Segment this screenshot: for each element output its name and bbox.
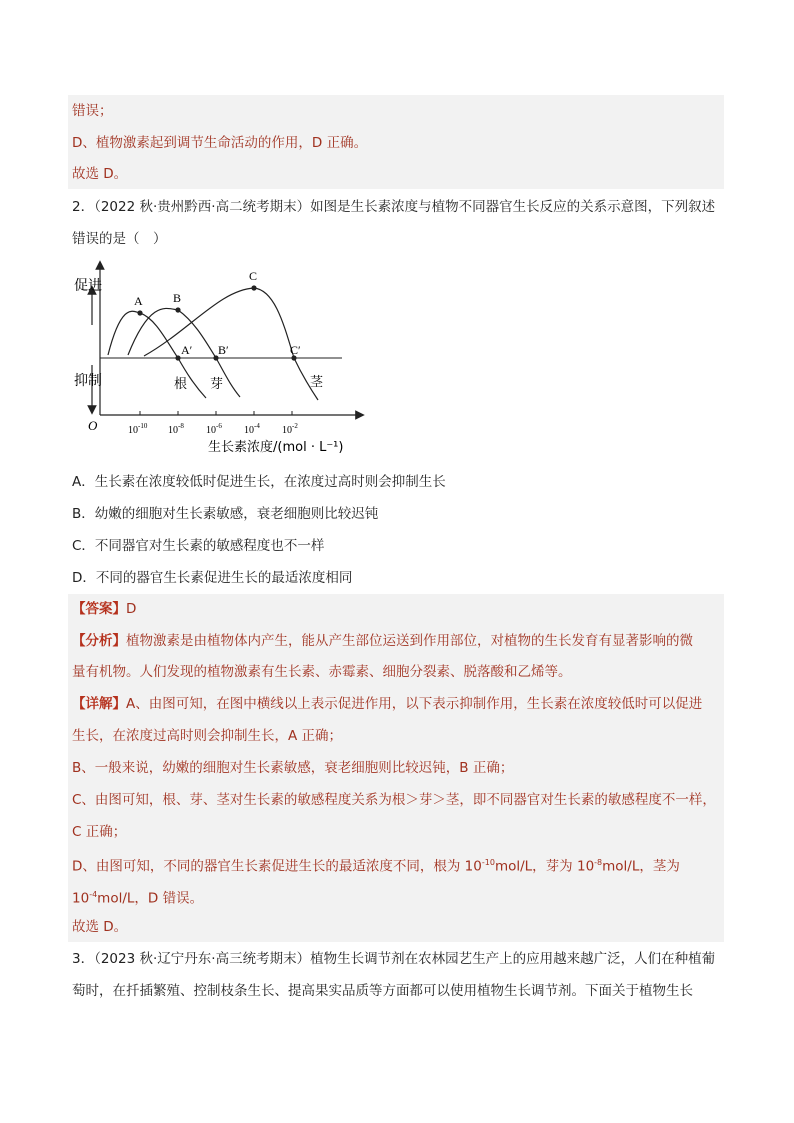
q2-detail-line3: B、一般来说，幼嫩的细胞对生长素敏感，衰老细胞则比较迟钝，B 正确； [72, 760, 514, 776]
q2-analysis-line1: 【分析】植物激素是由植物体内产生，能从产生部位运送到作用部位，对植物的生长发育有显著影响的微 [72, 633, 693, 649]
tick-label: $10^{-4}$ [244, 422, 260, 436]
tick-label: $10^{-8}$ [168, 422, 184, 436]
q2-option-c: C．不同器官对生长素的敏感程度也不一样 [72, 538, 325, 554]
auxin-response-figure [70, 260, 370, 460]
origin-label: O [88, 418, 98, 433]
q2-analysis-line2: 量有机物。人们发现的植物激素有生长素、赤霉素、细胞分裂素、脱落酸和乙烯等。 [72, 664, 572, 680]
q3-stem-line2: 萄时，在扦插繁殖、控制枝条生长、提高果实品质等方面都可以使用植物生长调节剂。下面关于植物生长 [72, 983, 693, 999]
tick-label: $10^{-10}$ [128, 422, 148, 436]
cross-c-label: C′ [290, 343, 301, 357]
y-bottom-label: 抑制 [74, 373, 102, 389]
q2-option-b: B．幼嫩的细胞对生长素敏感，衰老细胞则比较迟钝 [72, 506, 379, 522]
x-axis-label: 生长素浓度/(mol · L⁻¹) [208, 440, 344, 455]
cross-a-label: A′ [181, 343, 193, 357]
prev-answer-line2: D、植物激素起到调节生命活动的作用，D 正确。 [72, 135, 368, 151]
q2-detail-line6: D、由图可知，不同的器官生长素促进生长的最适浓度不同，根为 $10^{-10}mol/L$，芽为 $10^{-8}mol/L$，茎为 [72, 858, 680, 875]
q2-stem-line2: 错误的是（ ） [72, 231, 167, 247]
prev-answer-line3: 故选 D。 [72, 166, 128, 182]
q2-conclusion: 故选 D。 [72, 919, 128, 935]
cross-b-label: B′ [218, 343, 229, 357]
organ-bud-label: 芽 [210, 377, 224, 392]
q2-detail-line5: C 正确； [72, 824, 127, 840]
tick-label: $10^{-6}$ [206, 422, 222, 436]
y-top-label: 促进 [74, 278, 102, 294]
q3-stem-line1: 3．（2023 秋·辽宁丹东·高三统考期末）植物生长调节剂在农林园艺生产上的应用越来越广泛，人们在种植葡 [72, 951, 716, 967]
organ-stem-label: 茎 [310, 375, 324, 390]
peak-a-label: A [134, 294, 143, 308]
q2-answer: 【答案】D [72, 601, 137, 617]
tick-label: $10^{-2}$ [282, 422, 298, 436]
q2-detail-line7: $10^{-4}mol/L$，D 错误。 [72, 890, 204, 907]
peak-b-label: B [173, 291, 182, 305]
q2-stem-line1: 2．（2022 秋·贵州黔西·高二统考期末）如图是生长素浓度与植物不同器官生长反应的关系示意图，下列叙述 [72, 199, 716, 215]
q2-detail-line1: 【详解】A、由图可知，在图中横线以上表示促进作用，以下表示抑制作用，生长素在浓度较低时可以促进 [72, 696, 703, 712]
q2-option-a: A．生长素在浓度较低时促进生长，在浓度过高时则会抑制生长 [72, 474, 446, 490]
q2-option-d: D．不同的器官生长素促进生长的最适浓度相同 [72, 570, 353, 586]
q2-detail-line2: 生长，在浓度过高时则会抑制生长，A 正确； [72, 728, 343, 744]
peak-c-label: C [249, 269, 258, 283]
q2-detail-line4: C、由图可知，根、芽、茎对生长素的敏感程度关系为根＞芽＞茎，即不同器官对生长素的敏感程度不一样， [72, 792, 716, 808]
prev-answer-line1: 错误； [72, 103, 113, 119]
organ-root-label: 根 [174, 377, 188, 392]
